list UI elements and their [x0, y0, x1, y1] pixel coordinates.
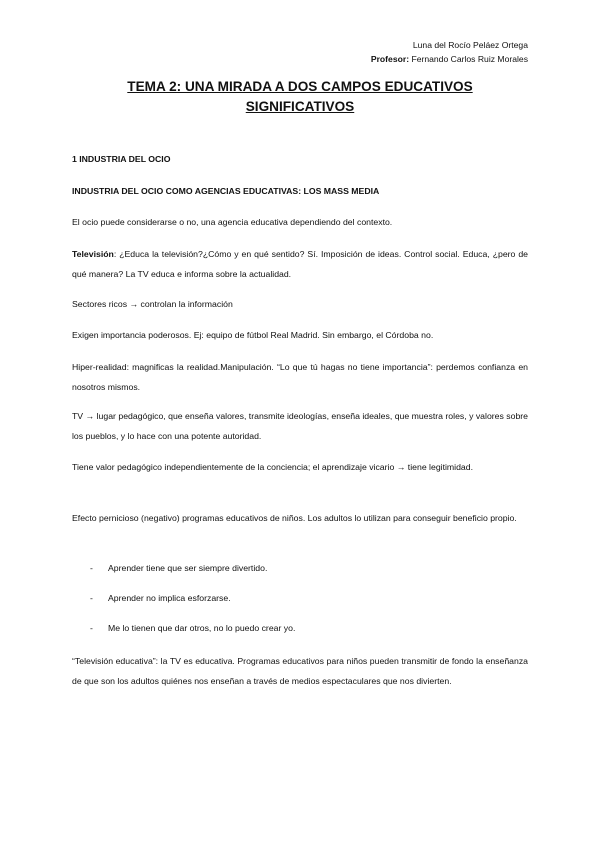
list-item-text: Me lo tienen que dar otros, no lo puedo crear yo.: [108, 623, 296, 633]
paragraph-sectores: Sectores ricos → controlan la información: [72, 299, 233, 309]
author-name: Luna del Rocío Peláez Ortega: [412, 40, 528, 50]
list-item: [90, 559, 267, 579]
paragraph-ocio: El ocio puede considerarse o no, una agencia educativa dependiendo del contexto.: [72, 217, 393, 227]
television-label: Televisión: [72, 249, 114, 259]
paragraph-hiperrealidad: Hiper-realidad: magnificas la realidad.Manipulación. “Lo que tú hagas no tiene importancia”: perdemos confianza en nosotros mismos.: [72, 362, 528, 392]
paragraph-television-educativa: “Televisión educativa”: la TV es educativa. Programas educativos para niños pueden transmitir de fondo la enseñanza de que son los adultos quiénes nos enseñan a través de medios espectaculares que nos divierten.: [72, 656, 528, 686]
professor-name: Fernando Carlos Ruiz Morales: [411, 54, 528, 64]
list-bullet: -: [90, 563, 93, 573]
subsection-heading: INDUSTRIA DEL OCIO COMO AGENCIAS EDUCATIVAS: LOS MASS MEDIA: [72, 186, 380, 196]
list-item: [90, 589, 231, 609]
paragraph-valor-pedagogico: Tiene valor pedagógico independientemente de la conciencia; el aprendizaje vicario → tiene legitimidad.: [72, 462, 474, 472]
paragraph-efecto-pernicioso: Efecto pernicioso (negativo) programas educativos de niños. Los adultos lo utilizan para conseguir beneficio propio.: [72, 513, 517, 523]
paragraph-television: [72, 245, 528, 284]
television-text: : ¿Educa la televisión?¿Cómo y en qué sentido? Sí. Imposición de ideas. Control social. Educa, ¿pero de qué manera? La TV educa e informa sobre la actualidad.: [72, 249, 528, 279]
list-item-text: Aprender tiene que ser siempre divertido.: [108, 563, 268, 573]
list-item-text: Aprender no implica esforzarse.: [108, 593, 231, 603]
section-heading: 1 INDUSTRIA DEL OCIO: [72, 154, 171, 164]
list-bullet: -: [90, 623, 93, 633]
paragraph-exigen: Exigen importancia poderosos. Ej: equipo de fútbol Real Madrid. Sin embargo, el Córdoba no.: [72, 330, 434, 340]
professor-label: Profesor:: [370, 54, 410, 64]
professor-line: [371, 52, 528, 66]
list-item: [90, 619, 295, 639]
paragraph-tv-pedagogico: TV → lugar pedagógico, que enseña valores, transmite ideologías, enseña ideales, que muestra roles, y valores sobre los pueblos, y lo hace con una potente autoridad.: [72, 411, 528, 441]
list-bullet: -: [90, 593, 93, 603]
document-title: TEMA 2: UNA MIRADA A DOS CAMPOS EDUCATIVOS SIGNIFICATIVOS: [127, 79, 473, 114]
